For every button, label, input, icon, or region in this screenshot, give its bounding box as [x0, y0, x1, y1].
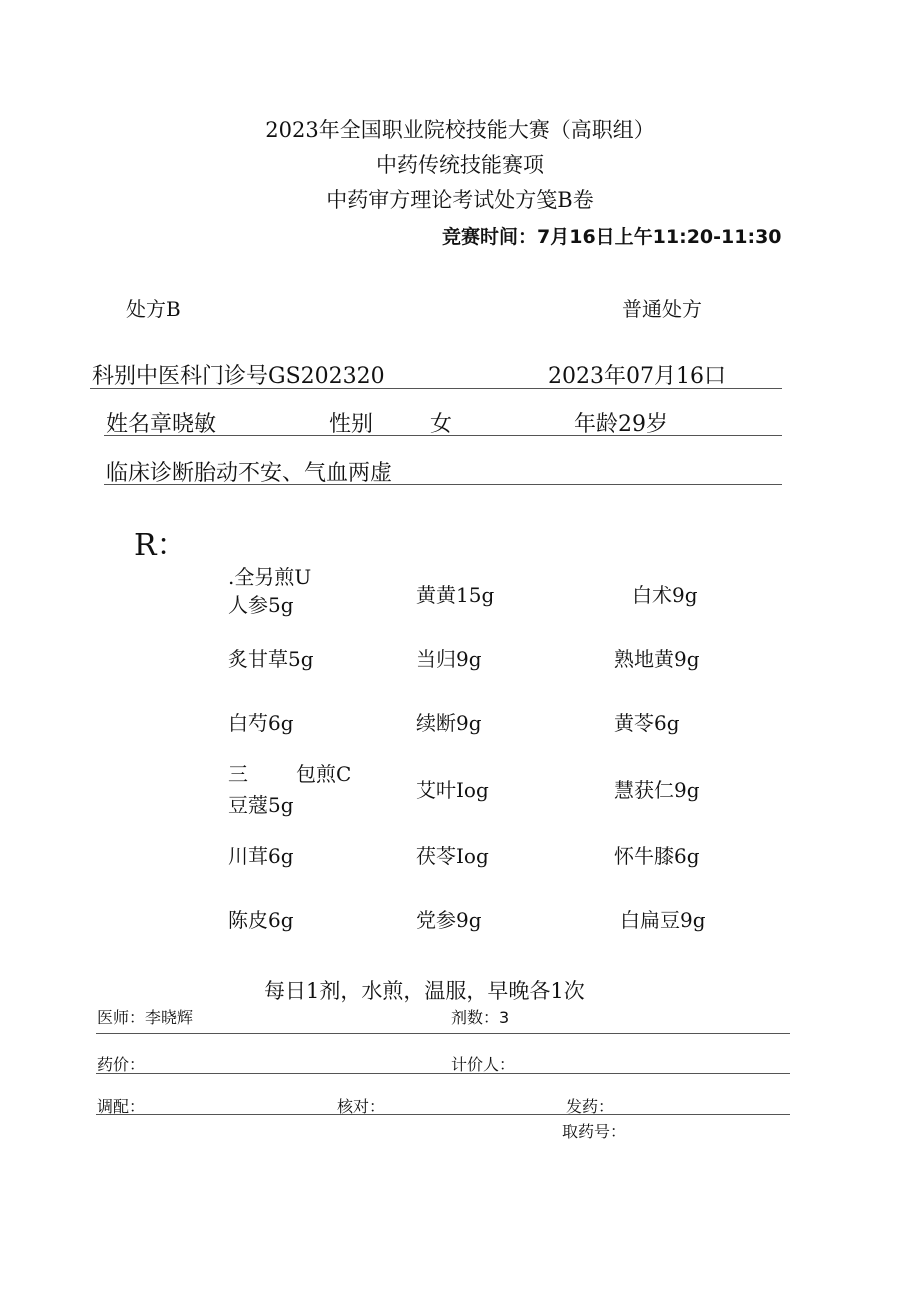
rule-name — [104, 435, 782, 436]
pickup-label: 取药号： — [562, 1122, 627, 1141]
herb-note: .全另煎U — [228, 565, 312, 589]
herb-r3c1: 白芍6g — [228, 711, 294, 735]
patient-name: 姓名章晓敏 — [106, 412, 217, 437]
herb-r5c3: 怀牛膝6g — [614, 844, 700, 868]
rule-dept — [90, 388, 782, 389]
herb-r4c1-note-b: 包煎C — [296, 762, 352, 786]
gender-label: 性别 — [329, 412, 374, 437]
herb-r2c1: 炙甘草5g — [228, 647, 314, 671]
herb-r4c1: 豆蔻5g — [228, 793, 294, 817]
title-event: 中药传统技能赛项 — [376, 153, 544, 177]
rule-prepare — [96, 1114, 790, 1115]
herb-r1c1 — [228, 563, 311, 619]
price-label: 药价： — [97, 1055, 146, 1074]
usage-instructions: 每日1剂，水煎，温服，早晚各1次 — [264, 979, 585, 1003]
clinical-diagnosis: 临床诊断胎动不安、气血两虚 — [106, 461, 393, 486]
rule-price — [96, 1073, 790, 1074]
title-exam: 中药审方理论考试处方笺B卷 — [326, 188, 594, 212]
herb-r3c2: 续断9g — [416, 711, 482, 735]
herb-r2c2: 当归9g — [416, 647, 482, 671]
rx-symbol: R： — [134, 528, 187, 563]
herb-r4c3: 慧获仁9g — [614, 778, 700, 802]
doctor-label: 医师：李晓辉 — [97, 1008, 194, 1027]
dispense-label: 发药： — [566, 1097, 615, 1116]
herb-r3c3: 黄苓6g — [614, 711, 680, 735]
gender-value: 女 — [430, 412, 453, 437]
rule-diagnosis — [104, 484, 782, 485]
herb-r6c3: 白扁豆9g — [620, 908, 706, 932]
title-competition: 2023年全国职业院校技能大赛（高职组） — [265, 118, 655, 142]
herb-r1c2: 黄黄15g — [416, 583, 495, 607]
herb-r4c1-note-a: 三 — [228, 762, 248, 786]
prescription-id: 处方B — [126, 297, 181, 321]
herb-r4c2: 艾叶Iog — [416, 778, 489, 802]
prescription-type: 普通处方 — [622, 297, 702, 321]
herb-r2c3: 熟地黄9g — [614, 647, 700, 671]
herb-r6c2: 党参9g — [416, 908, 482, 932]
department-line: 科别中医科门诊号GS202320 — [92, 364, 385, 389]
patient-age: 年龄29岁 — [574, 412, 668, 437]
check-label: 核对： — [337, 1097, 386, 1116]
competition-time: 竞赛时间：7月16日上午11:20-11:30 — [442, 226, 782, 248]
herb-r5c2: 茯苓Iog — [416, 844, 489, 868]
rule-doctor — [96, 1033, 790, 1034]
doses-label: 剂数：3 — [451, 1008, 510, 1027]
prepare-label: 调配： — [97, 1097, 146, 1116]
prescription-date: 2023年07月16口 — [548, 364, 726, 389]
herb-r1c3: 白术9g — [632, 583, 698, 607]
herb-label: 人参5g — [228, 593, 294, 617]
pricer-label: 计价人： — [451, 1055, 516, 1074]
herb-r6c1: 陈皮6g — [228, 908, 294, 932]
herb-r5c1: 川茸6g — [228, 844, 294, 868]
